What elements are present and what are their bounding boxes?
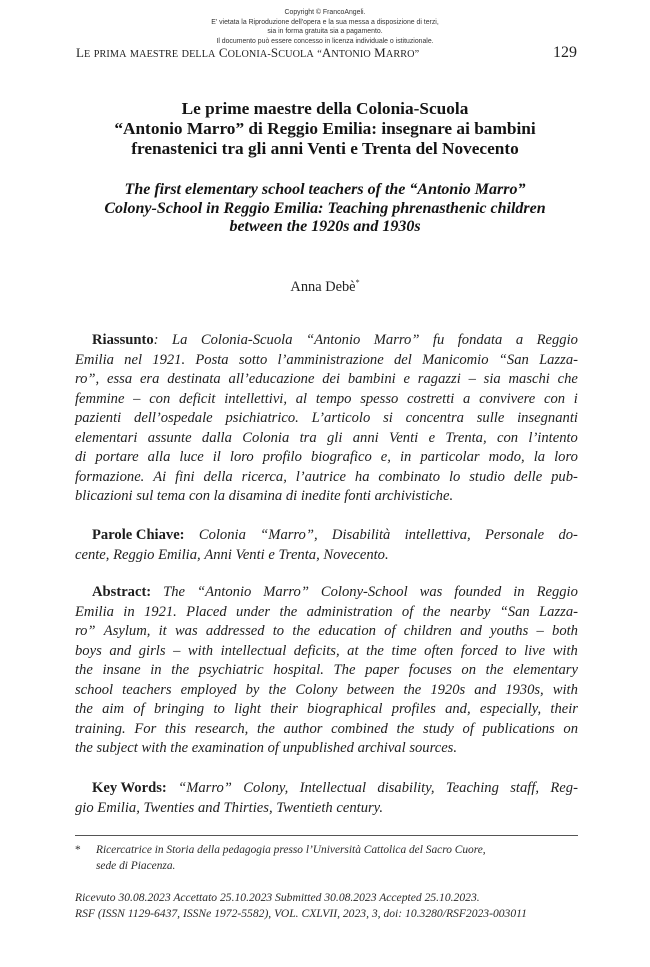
paragraph-line: ro” Asylum, it was addressed to the education of children and youths – both — [75, 623, 578, 639]
paragraph-line: Riassunto: La Colonia-Scuola “Antonio Marro” fu fondata a Reggio — [92, 332, 578, 348]
parole-chiave-paragraph — [75, 526, 578, 565]
running-head: LE PRIMA MAESTRE DELLA COLONIA-SCUOLA “ANTONIO MARRO” — [76, 45, 420, 60]
paragraph-line: Parole Chiave: Colonia “Marro”, Disabilità intellettiva, Personale do- — [92, 527, 578, 543]
subtitle-line: between the 1920s and 1930s — [229, 218, 421, 235]
title-line: “Antonio Marro” di Reggio Emilia: insegnare ai bambini — [114, 119, 536, 138]
paragraph-line: Abstract: The “Antonio Marro” Colony-School was founded in Reggio — [92, 584, 578, 600]
article-subtitle-english — [20, 181, 630, 237]
page-number: 129 — [553, 44, 577, 61]
article-title — [20, 99, 630, 159]
paragraph-label: Abstract: — [92, 584, 152, 600]
riassunto-paragraph — [75, 331, 578, 507]
title-line: Le prime maestre della Colonia-Scuola — [181, 99, 469, 118]
footnote-mark: * — [75, 844, 81, 856]
abstract-paragraph — [75, 583, 578, 759]
paragraph-label: Key Words: — [92, 780, 167, 796]
paragraph-line: Key Words: “Marro” Colony, Intellectual disability, Teaching staff, Reg- — [92, 780, 578, 796]
paragraph-line: training. For this research, the author combined the study of publications on — [75, 720, 578, 737]
copyright-line: E' vietata la Riproduzione dell'opera e la sua messa a disposizione di terzi, — [211, 18, 439, 26]
paragraph-line: the insane in the psychiatric hospital. The paper focuses on the elementary — [75, 662, 578, 678]
paragraph-line: Emilia in 1921. Placed under the administration of the nearby “San Lazza- — [75, 603, 578, 620]
paragraph-line: gio Emilia, Twenties and Thirties, Twentieth century. — [75, 799, 383, 816]
footnote-line: Ricercatrice in Storia della pedagogia presso l’Università Cattolica del Sacro Cuore, — [96, 844, 486, 856]
subtitle-line: Colony-School in Reggio Emilia: Teaching phrenasthenic children — [104, 199, 546, 217]
paragraph-line: school teachers employed by the Colony between the 1920s and 1930s, with — [75, 681, 578, 698]
title-line: frenastenici tra gli anni Venti e Trenta del Novecento — [131, 139, 519, 158]
paragraph-line: the aim of bringing to light their biographical profiles and, especially, their — [75, 701, 578, 717]
subtitle-line: The first elementary school teachers of the “Antonio Marro” — [124, 181, 526, 198]
paragraph-line: Emilia nel 1921. Posta sotto l’amministrazione del Manicomio “San Lazza- — [75, 351, 578, 368]
author-footnote-mark: * — [355, 278, 360, 287]
paragraph-line: boys and girls – with intellectual deficits, at the time often forced to live with — [75, 642, 578, 659]
key-words-paragraph — [75, 779, 578, 818]
paragraph-line: elementari assunte dalla Colonia tra gli anni Venti e Trenta, con l’intento — [75, 429, 578, 446]
copyright-notice — [0, 8, 650, 46]
copyright-line: Il documento può essere concesso in licenza individuale o istituzionale. — [216, 37, 434, 45]
paragraph-line: blicazioni sul tema con la disamina di inedite fonti archivistiche. — [75, 488, 454, 504]
publication-dates: Ricevuto 30.08.2023 Accettato 25.10.2023 Submitted 30.08.2023 Accepted 25.10.2023. — [75, 891, 480, 904]
footnote-line: sede di Piacenza. — [96, 859, 176, 872]
paragraph-line: femmine – con deficit intellettivi, al tempo spesso costretti a convivere con i — [75, 390, 578, 407]
copyright-line: Copyright © FrancoAngeli. — [284, 9, 366, 16]
paragraph-line: the subject with the examination of unpublished archival sources. — [75, 740, 458, 756]
paragraph-line: pazienti dell’ospedale psichiatrico. L’articolo si concentra sulle insegnanti — [75, 410, 578, 426]
paragraph-label: Riassunto — [92, 332, 154, 348]
author-name: Anna Debè — [290, 279, 356, 295]
paragraph-line: cente, Reggio Emilia, Anni Venti e Trenta, Novecento. — [75, 546, 389, 563]
author — [0, 278, 650, 296]
publication-citation: RSF (ISSN 1129-6437, ISSNe 1972-5582), VOL. CXLVII, 2023, 3, doi: 10.3280/RSF2023-003011 — [75, 906, 527, 920]
footnote-divider — [75, 835, 578, 836]
paragraph-label: Parole Chiave: — [92, 527, 185, 543]
publication-info — [75, 890, 578, 921]
paragraph-line: di portare alla luce il loro profilo biografico e, in particolar modo, la loro — [75, 449, 578, 465]
copyright-line: sia in forma gratuita sia a pagamento. — [267, 28, 383, 36]
paragraph-line: formazione. Ai fini della ricerca, l’autrice ha combinato lo studio delle pub- — [75, 468, 578, 485]
paragraph-line: ro”, essa era destinata all’educazione dei bambini e ragazzi – sia maschi che — [75, 371, 578, 387]
